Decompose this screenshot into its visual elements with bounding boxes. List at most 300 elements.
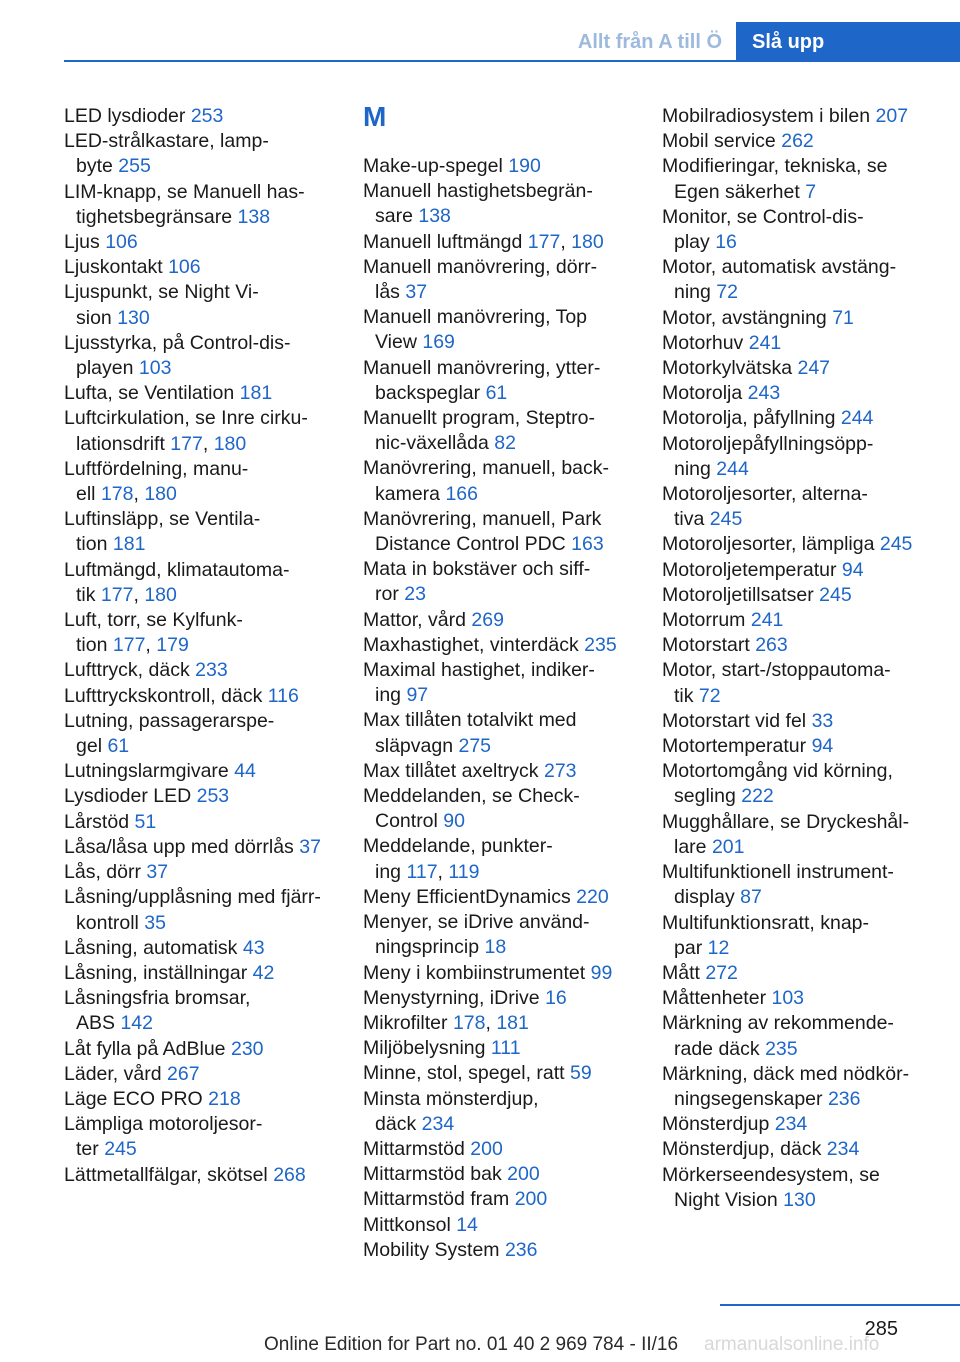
index-entry-text: byte (76, 155, 113, 178)
index-entry-text: Mobil service (662, 130, 776, 153)
page-reference-link[interactable]: 200 (507, 1163, 540, 1186)
index-entry-text: Motorkylvätska (662, 357, 793, 380)
page-reference-link[interactable]: 178 (100, 483, 134, 506)
page-reference-link[interactable]: 233 (195, 659, 228, 682)
page-reference-link[interactable]: 111 (490, 1037, 521, 1060)
index-entry (64, 180, 349, 230)
index-entry-text: par (674, 936, 703, 959)
index-entry (662, 986, 947, 1011)
page-reference-link[interactable]: 44 (234, 760, 256, 783)
index-entry-text: Maxhastighet, vinterdäck (363, 633, 579, 656)
index-entry-text: Motoroljetillsatser (662, 583, 814, 606)
page-reference-link[interactable]: 169 (422, 331, 455, 354)
index-entry (662, 205, 947, 255)
index-entry (64, 860, 349, 885)
page-reference-link[interactable]: 245 (709, 508, 743, 531)
index-entry-text: tion (76, 533, 108, 556)
index-entry-text: släpvagn (375, 734, 454, 757)
page-reference-link[interactable]: 163 (571, 533, 604, 556)
page-reference-link[interactable]: 59 (570, 1062, 592, 1085)
page-reference-link[interactable]: 94 (811, 735, 834, 758)
index-entry-text: sare (375, 205, 413, 228)
index-entry (662, 860, 947, 910)
page-reference-link[interactable]: 138 (418, 205, 451, 228)
index-entry (363, 406, 648, 456)
index-entry-text: tik (76, 583, 96, 606)
index-entry (662, 734, 947, 759)
index-entry-text: ror (375, 583, 399, 606)
index-entry (64, 1062, 349, 1087)
index-entry-text: Lårstöd (64, 810, 130, 833)
tab-section-a-to-o[interactable]: Allt från A till Ö (577, 31, 722, 53)
index-entry-text: Märkning, däck med nödkör- (662, 1062, 910, 1085)
index-entry-text: lationsdrift (76, 432, 165, 455)
index-entry-text: Menyer, se iDrive använd- (363, 911, 590, 934)
page-reference-link[interactable]: 94 (841, 558, 864, 581)
index-entry-text: LIM-knapp, se Manuell has- (64, 180, 305, 203)
index-entry-text: Luftcirkulation, se Inre cirku- (64, 407, 308, 430)
header-rule (64, 60, 960, 62)
page-reference-link[interactable]: 87 (740, 886, 762, 909)
page-reference-link[interactable]: 130 (783, 1188, 816, 1211)
index-entry-text: Lås, dörr (64, 861, 141, 884)
index-entry (662, 558, 947, 583)
index-entry: Meddelande, punkter- ing 117, 119 (363, 835, 553, 883)
index-entry-text: Låsa/låsa upp med dörrlås (64, 835, 294, 858)
index-entry-text: Motorolja, påfyllning (662, 407, 836, 430)
page-reference-link[interactable]: 230 (230, 1037, 264, 1060)
index-entry-text: Motorolja (662, 382, 743, 405)
index-entry-text: ningsegenskaper (674, 1087, 823, 1110)
index-entry-text: ing (375, 684, 402, 707)
page-reference-link[interactable]: 253 (190, 105, 224, 127)
index-entry-text: Manuell luftmängd (363, 230, 523, 253)
page-reference-link[interactable]: 37 (405, 281, 428, 304)
index-entry-text: Motorstart (662, 634, 750, 657)
page-reference-link[interactable]: 177 (100, 583, 134, 606)
index-entry (363, 910, 648, 960)
index-entry-text: tiva (674, 508, 705, 531)
index-entry (64, 280, 349, 330)
index-entry-text: Egen säkerhet (674, 180, 800, 203)
index-entry (662, 255, 947, 305)
index-entry (363, 456, 648, 506)
index-entry-text: Låsningsfria bromsar, (64, 987, 251, 1010)
index-entry-text: Meddelanden, se Check- (363, 785, 580, 808)
page-reference-link[interactable]: 234 (774, 1113, 808, 1136)
index-entry (662, 154, 947, 204)
page-reference-link[interactable]: 142 (120, 1012, 153, 1035)
page-reference-link[interactable]: 247 (797, 357, 831, 380)
index-entry-text: sion (76, 306, 112, 329)
index-entry-text: LED lysdioder (64, 105, 186, 127)
index-entry-text: kontroll (76, 911, 139, 934)
page-reference-link[interactable]: 262 (781, 130, 814, 153)
index-entry (662, 961, 947, 986)
index-entry-text: Manuell hastighetsbegrän- (363, 180, 593, 203)
index-entry (363, 1087, 648, 1137)
index-entry (363, 1036, 648, 1061)
index-entry (363, 1162, 648, 1187)
page-reference-link[interactable]: 180 (571, 230, 604, 253)
index-entry-text: Manövrering, manuell, back- (363, 457, 610, 480)
index-entry-text: Lufta, se Ventilation (64, 382, 235, 405)
page-reference-link[interactable]: 218 (208, 1087, 241, 1110)
index-entry (662, 911, 947, 961)
page-reference-link[interactable]: 178 (452, 1011, 486, 1034)
page-reference-link[interactable]: 33 (811, 709, 834, 732)
page-reference-link[interactable]: 72 (716, 281, 738, 304)
index-entry (662, 482, 947, 532)
index-entry-text: Mönsterdjup, däck (662, 1138, 822, 1161)
page-reference-link[interactable]: 116 (267, 684, 299, 707)
index-entry-text: Motoroljepåfyllningsöpp- (662, 432, 874, 455)
index-entry (363, 633, 648, 658)
index-entry (662, 104, 947, 129)
edition-note: Online Edition for Part no. 01 40 2 969 784 - II/16 (264, 1334, 679, 1355)
page-reference-link[interactable]: 255 (118, 155, 151, 178)
index-entry-text: backspeglar (375, 381, 481, 404)
page-reference-link[interactable]: 190 (508, 155, 541, 177)
page-reference-link[interactable]: 71 (832, 306, 854, 329)
index-entry: Luftfördelning, manu- ell 178, 180 (64, 457, 249, 506)
index-entry-text: Motoroljesorter, alterna- (662, 483, 868, 506)
index-entry (64, 885, 349, 935)
page-reference-link[interactable]: 42 (252, 961, 275, 984)
page-reference-link[interactable]: 166 (445, 482, 478, 505)
index-entry-text: Mittkonsol (363, 1213, 451, 1236)
index-entry (64, 709, 349, 759)
page-reference-link[interactable]: 181 (239, 382, 273, 405)
index-entry-text: nic-växellåda (375, 432, 489, 455)
index-entry (662, 608, 947, 633)
index-entry (363, 1137, 648, 1162)
index-entry-text: Mobility System (363, 1238, 500, 1261)
page-reference-link[interactable]: 180 (144, 583, 177, 606)
index-entry-text: Manuellt program, Steptro- (363, 407, 595, 430)
index-entry-text: LED-strålkastare, lamp- (64, 130, 269, 153)
index-entry-text: Make-up-spegel (363, 155, 503, 177)
index-entry-text: Max tillåtet axeltryck (363, 759, 539, 782)
index-entry (363, 961, 648, 986)
index-entry-text: Måttenheter (662, 987, 767, 1010)
page-reference-link[interactable]: 61 (485, 381, 508, 404)
page-reference-link[interactable]: 117 (406, 860, 438, 883)
page-header (0, 0, 960, 62)
index-entry: Luftmängd, klimatautoma- tik 177, 180 (64, 558, 290, 606)
page-reference-link[interactable]: 43 (242, 936, 265, 959)
index-entry-text: Motorhuv (662, 331, 744, 354)
index-entry-text: Motor, automatisk avstäng- (662, 256, 897, 279)
index-entry-text: display (674, 886, 735, 909)
page-reference-link[interactable]: 200 (470, 1137, 503, 1160)
index-entry-text: Lutningslarmgivare (64, 760, 229, 783)
index-entry-text: Mått (662, 961, 700, 984)
page-reference-link[interactable]: 244 (840, 407, 874, 430)
index-entry-text: Manövrering, manuell, Park (363, 507, 602, 530)
index-entry (363, 885, 648, 910)
index-entry (363, 255, 648, 305)
page-reference-link[interactable]: 106 (168, 256, 201, 279)
page-reference-link[interactable]: 7 (805, 180, 817, 203)
index-column-2 (363, 101, 648, 1263)
index-entry (64, 129, 349, 179)
index-entry (64, 1087, 349, 1112)
index-entry-text: Manuell manövrering, dörr- (363, 255, 598, 278)
page-reference-link[interactable]: 37 (299, 835, 321, 858)
index-entry-text: Mikrofilter (363, 1011, 448, 1034)
index-entry (662, 709, 947, 734)
page-reference-link[interactable]: 51 (134, 810, 157, 833)
index-entry-text: Minsta mönsterdjup, (363, 1087, 539, 1110)
index-entry-text: Meny EfficientDynamics (363, 885, 571, 908)
index-entry (363, 1238, 648, 1263)
index-entry (363, 557, 648, 607)
index-entry-text: Mugghållare, se Dryckeshål- (662, 810, 910, 833)
page-reference-link[interactable]: 268 (273, 1163, 306, 1186)
index-entry-text: Night Vision (674, 1188, 778, 1211)
index-entry: Luft, torr, se Kylfunk- tion 177, 179 (64, 609, 243, 657)
page-reference-link[interactable]: 106 (105, 231, 138, 254)
index-entry-text: Luft, torr, se Kylfunk- (64, 609, 243, 632)
index-entry (363, 305, 648, 355)
index-column-3 (662, 104, 947, 1213)
page-reference-link[interactable]: 23 (404, 583, 426, 606)
page-reference-link[interactable]: 245 (104, 1138, 137, 1161)
index-entry (363, 356, 648, 406)
page-reference-link[interactable]: 180 (213, 432, 247, 455)
index-entry-text: Ljus (64, 231, 100, 254)
index-entry-text: Mittarmstöd fram (363, 1188, 510, 1211)
index-entry-text: Meny i kombiinstrumentet (363, 961, 586, 984)
index-entry-text: Manuell manövrering, ytter- (363, 356, 601, 379)
page-reference-link[interactable]: 103 (771, 987, 805, 1010)
index-entry (64, 381, 349, 406)
page-reference-link[interactable]: 82 (494, 432, 516, 455)
index-entry-text: Motorstart vid fel (662, 709, 807, 732)
page-reference-link[interactable]: 263 (755, 634, 788, 657)
index-entry (662, 306, 947, 331)
index-entry (64, 684, 349, 709)
index-entry-text: Miljöbelysning (363, 1037, 486, 1060)
page-reference-link[interactable]: 222 (741, 785, 774, 808)
page-reference-link[interactable]: 119 (448, 860, 480, 883)
index-entry-text: Ljuspunkt, se Night Vi- (64, 281, 259, 304)
index-entry (363, 1187, 648, 1212)
footer-rule (720, 1304, 960, 1306)
index-entry (64, 961, 349, 986)
index-entry-text: Menystyrning, iDrive (363, 986, 540, 1009)
page-reference-link[interactable]: 179 (156, 634, 189, 657)
index-entry (662, 129, 947, 154)
page-reference-link[interactable]: 220 (576, 885, 609, 908)
index-entry (363, 658, 648, 708)
page-reference-link[interactable]: 97 (406, 684, 429, 707)
index-entry (363, 986, 648, 1011)
index-entry (363, 608, 648, 633)
index-entry-text: Låsning, inställningar (64, 961, 248, 984)
page-reference-link[interactable]: 16 (545, 986, 567, 1009)
page-reference-link[interactable]: 234 (421, 1112, 455, 1135)
index-entry-text: Låsning/upplåsning med fjärr- (64, 886, 321, 909)
index-entry (64, 810, 349, 835)
page-reference-link[interactable]: 181 (112, 533, 146, 556)
index-entry-text: Låt fylla på AdBlue (64, 1037, 226, 1060)
index-entry-text: Läder, vård (64, 1062, 162, 1085)
page-reference-link[interactable]: 37 (146, 861, 169, 884)
index-entry-text: Mobilradiosystem i bilen (662, 105, 871, 127)
page-reference-link[interactable]: 241 (748, 331, 782, 354)
index-entry-text: lare (674, 835, 707, 858)
index-entry-text: Max tillåten totalvikt med (363, 709, 577, 732)
page-reference-link[interactable]: 236 (504, 1238, 538, 1261)
index-entry-text: Manuell manövrering, Top (363, 306, 588, 329)
section-letter: M (363, 101, 387, 132)
index-entry (363, 708, 648, 758)
index-entry (64, 986, 349, 1036)
index-entry (662, 583, 947, 608)
index-entry-text: segling (674, 785, 736, 808)
page-reference-link[interactable]: 245 (879, 533, 913, 556)
index-entry-text: ter (76, 1138, 99, 1161)
index-entry-text: ABS (76, 1012, 116, 1035)
page-reference-link[interactable]: 243 (747, 382, 781, 405)
index-entry-text: Motor, avstängning (662, 306, 827, 329)
page-reference-link[interactable]: 99 (590, 961, 613, 984)
index-entry-text: kamera (375, 482, 441, 505)
index-entry-text: Mittarmstöd (363, 1137, 465, 1160)
index-entry (64, 331, 349, 381)
index-entry-text: tik (674, 684, 694, 707)
page-reference-link[interactable]: 14 (456, 1213, 478, 1236)
page-reference-link[interactable]: 177 (170, 432, 203, 455)
page-reference-link[interactable]: 18 (484, 936, 507, 959)
index-entry-text: Lufttryck, däck (64, 659, 190, 682)
index-entry-text: Distance Control PDC (375, 533, 566, 556)
index-entry (662, 356, 947, 381)
index-entry-text: Märkning av rekommende- (662, 1012, 894, 1035)
page-reference-link[interactable]: 234 (826, 1138, 860, 1161)
index-entry-text: ningsprincip (375, 936, 480, 959)
page-reference-link[interactable]: 235 (584, 633, 617, 656)
index-entry-text: Mata in bokstäver och siff- (363, 558, 591, 581)
index-entry-text: Multifunktionsratt, knap- (662, 911, 870, 934)
index-entry-text: Lufttryckskontroll, däck (64, 684, 263, 707)
index-entry-text: Motoroljetemperatur (662, 558, 837, 581)
page-reference-link[interactable]: 35 (144, 911, 166, 934)
index-entry-text: Lysdioder LED (64, 785, 192, 808)
page-reference-link[interactable]: 200 (514, 1188, 548, 1211)
index-entry (64, 1163, 349, 1188)
page-reference-link[interactable]: 72 (698, 684, 721, 707)
page-reference-link[interactable]: 241 (750, 609, 784, 632)
page-reference-link[interactable]: 90 (443, 810, 465, 833)
index-entry (363, 1213, 648, 1238)
page-reference-link[interactable]: 273 (543, 759, 577, 782)
index-entry (64, 230, 349, 255)
index-column-1 (64, 104, 349, 1188)
index-entry-text: Ljuskontakt (64, 256, 163, 279)
index-entry (363, 1061, 648, 1086)
index-entry (662, 381, 947, 406)
index-entry-text: Mattor, vård (363, 608, 466, 631)
index-entry (363, 154, 648, 179)
index-entry-text: Luftmängd, klimatautoma- (64, 558, 290, 581)
index-entry-text: Ljusstyrka, på Control-dis- (64, 331, 291, 354)
index-entry (662, 1011, 947, 1061)
index-entry-text: ing (375, 860, 402, 883)
index-entry (662, 1062, 947, 1112)
index-entry (662, 331, 947, 356)
index-entry-text: Mönsterdjup (662, 1113, 770, 1136)
page-reference-link[interactable]: 244 (716, 457, 749, 480)
index-entry-text: Läge ECO PRO (64, 1087, 203, 1110)
index-entry-text: Mörkerseendesystem, se (662, 1163, 880, 1186)
index-entry-text: playen (76, 357, 134, 380)
page-reference-link[interactable]: 275 (458, 734, 492, 757)
page-reference-link[interactable]: 177 (527, 230, 561, 253)
index-entry (662, 1137, 947, 1162)
page-reference-link[interactable]: 269 (471, 608, 504, 631)
page-reference-link[interactable]: 207 (875, 105, 909, 127)
page-reference-link[interactable]: 130 (117, 306, 150, 329)
index-entry (662, 658, 947, 708)
index-entry-text: Meddelande, punkter- (363, 835, 553, 858)
index-entry-text: ning (674, 457, 711, 480)
page-reference-link[interactable]: 272 (705, 961, 738, 984)
index-entry (64, 658, 349, 683)
index-entry-text: rade däck (674, 1037, 760, 1060)
page-reference-link[interactable]: 61 (107, 735, 130, 758)
index-entry (662, 810, 947, 860)
index-entry: Manuell luftmängd 177, 180 (363, 230, 604, 253)
index-entry-text: Motorrum (662, 609, 746, 632)
index-entry (64, 1037, 349, 1062)
index-entry-text: Luftinsläpp, se Ventila- (64, 508, 261, 531)
index-entry-text: däck (375, 1112, 417, 1135)
index-entry-text: Minne, stol, spegel, ratt (363, 1062, 565, 1085)
index-entry-text: Luftfördelning, manu- (64, 457, 249, 480)
page-reference-link[interactable]: 138 (237, 205, 271, 228)
page-reference-link[interactable]: 245 (819, 583, 852, 606)
page-reference-link[interactable]: 103 (138, 357, 172, 380)
tab-lookup[interactable]: Slå upp (736, 22, 960, 62)
index-entry-text: Låsning, automatisk (64, 936, 238, 959)
index-entry (662, 1163, 947, 1213)
page-reference-link[interactable]: 235 (765, 1037, 798, 1060)
page-reference-link[interactable]: 267 (167, 1062, 200, 1085)
page-reference-link[interactable]: 201 (711, 835, 745, 858)
page-reference-link[interactable]: 181 (496, 1011, 529, 1034)
page-reference-link[interactable]: 253 (196, 785, 230, 808)
index-entry (662, 633, 947, 658)
page-reference-link[interactable]: 177 (112, 634, 146, 657)
page-reference-link[interactable]: 12 (707, 936, 730, 959)
index-entry-text: Modifieringar, tekniska, se (662, 155, 888, 178)
page-reference-link[interactable]: 180 (144, 483, 177, 506)
index-entry: Luftcirkulation, se Inre cirku- lationsdrift 177, 180 (64, 407, 308, 455)
index-entry: Mikrofilter 178, 181 (363, 1011, 529, 1034)
index-entry (363, 759, 648, 784)
index-entry-text: Lämpliga motoroljesor- (64, 1113, 263, 1136)
index-entry (64, 1112, 349, 1162)
index-entry (662, 759, 947, 809)
index-entry (64, 784, 349, 809)
page-reference-link[interactable]: 16 (715, 231, 737, 254)
index-entry-text: tighetsbegränsare (76, 205, 233, 228)
index-entry-text: Motortomgång vid körning, (662, 760, 893, 783)
page-reference-link[interactable]: 236 (827, 1087, 861, 1110)
